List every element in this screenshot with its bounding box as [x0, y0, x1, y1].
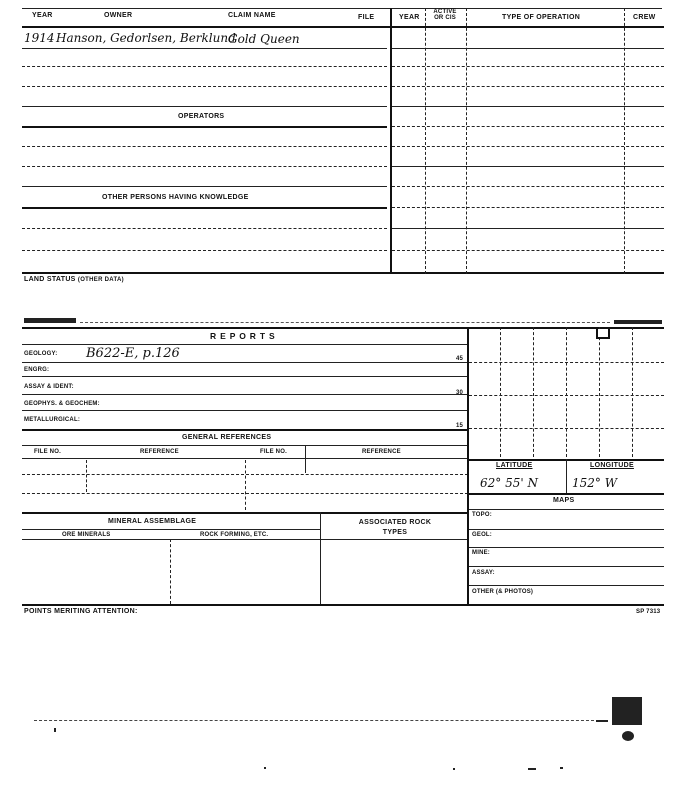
longitude-label: LONGITUDE — [590, 462, 634, 469]
assay-label: ASSAY & IDENT: — [24, 384, 74, 390]
other-persons-heading: OTHER PERSONS HAVING KNOWLEDGE — [102, 194, 249, 201]
header-owner: OWNER — [104, 12, 133, 19]
ownership-claim: Gold Queen — [228, 32, 300, 46]
mineral-assemblage-heading: MINERAL ASSEMBLAGE — [108, 518, 197, 525]
ownership-owners: Hanson, Gedorlsen, Berklund — [56, 31, 236, 45]
header-year-2: YEAR — [399, 14, 420, 21]
ref-reference-2: REFERENCE — [362, 449, 401, 455]
reports-heading: R E P O R T S — [210, 331, 276, 341]
associated-rock-types-heading: ASSOCIATED ROCK TYPES — [358, 519, 432, 536]
maps-other: OTHER (& PHOTOS) — [472, 589, 534, 595]
geology-value: B622-E, p.126 — [86, 346, 180, 361]
latitude-label: LATITUDE — [496, 462, 533, 469]
geophys-label: GEOPHYS. & GEOCHEM: — [24, 401, 100, 407]
metallurgical-label: METALLURGICAL: — [24, 417, 81, 423]
header-file: FILE — [358, 14, 375, 21]
ref-file-no-1: FILE NO. — [34, 449, 61, 455]
header-crew: CREW — [633, 14, 656, 21]
points-meriting-heading: POINTS MERITING ATTENTION: — [24, 608, 138, 615]
ore-minerals-label: ORE MINERALS — [62, 532, 111, 538]
form-number: SP 7313 — [636, 609, 661, 615]
rock-forming-label: ROCK FORMING, ETC. — [200, 532, 269, 538]
ownership-year: 1914 — [24, 31, 55, 45]
maps-assay: ASSAY: — [472, 570, 495, 576]
header-active: ACTIVE OR CIS — [433, 9, 457, 21]
geology-label: GEOLOGY: — [24, 351, 58, 357]
header-year: YEAR — [32, 12, 53, 19]
land-status-label: LAND STATUS — [24, 276, 76, 283]
land-status-heading — [24, 276, 124, 283]
header-claim-name: CLAIM NAME — [228, 12, 276, 19]
longitude-value: 152° W — [572, 476, 618, 490]
maps-mine: MINE: — [472, 550, 490, 556]
ref-reference-1: REFERENCE — [140, 449, 179, 455]
header-type-of-operation: TYPE OF OPERATION — [502, 14, 581, 21]
general-references-heading: GENERAL REFERENCES — [182, 434, 272, 441]
scale-30: 30 — [456, 390, 464, 396]
land-status-sub: (OTHER DATA) — [77, 277, 124, 283]
scale-15: 15 — [456, 423, 464, 429]
engrg-label: ENGRG: — [24, 367, 50, 373]
maps-geol: GEOL: — [472, 532, 492, 538]
ref-file-no-2: FILE NO. — [260, 449, 287, 455]
scale-45: 45 — [456, 356, 464, 362]
operators-heading: OPERATORS — [178, 113, 225, 120]
latitude-value: 62° 55' N — [480, 476, 538, 490]
maps-heading: MAPS — [553, 497, 575, 504]
maps-topo: TOPO: — [472, 512, 492, 518]
